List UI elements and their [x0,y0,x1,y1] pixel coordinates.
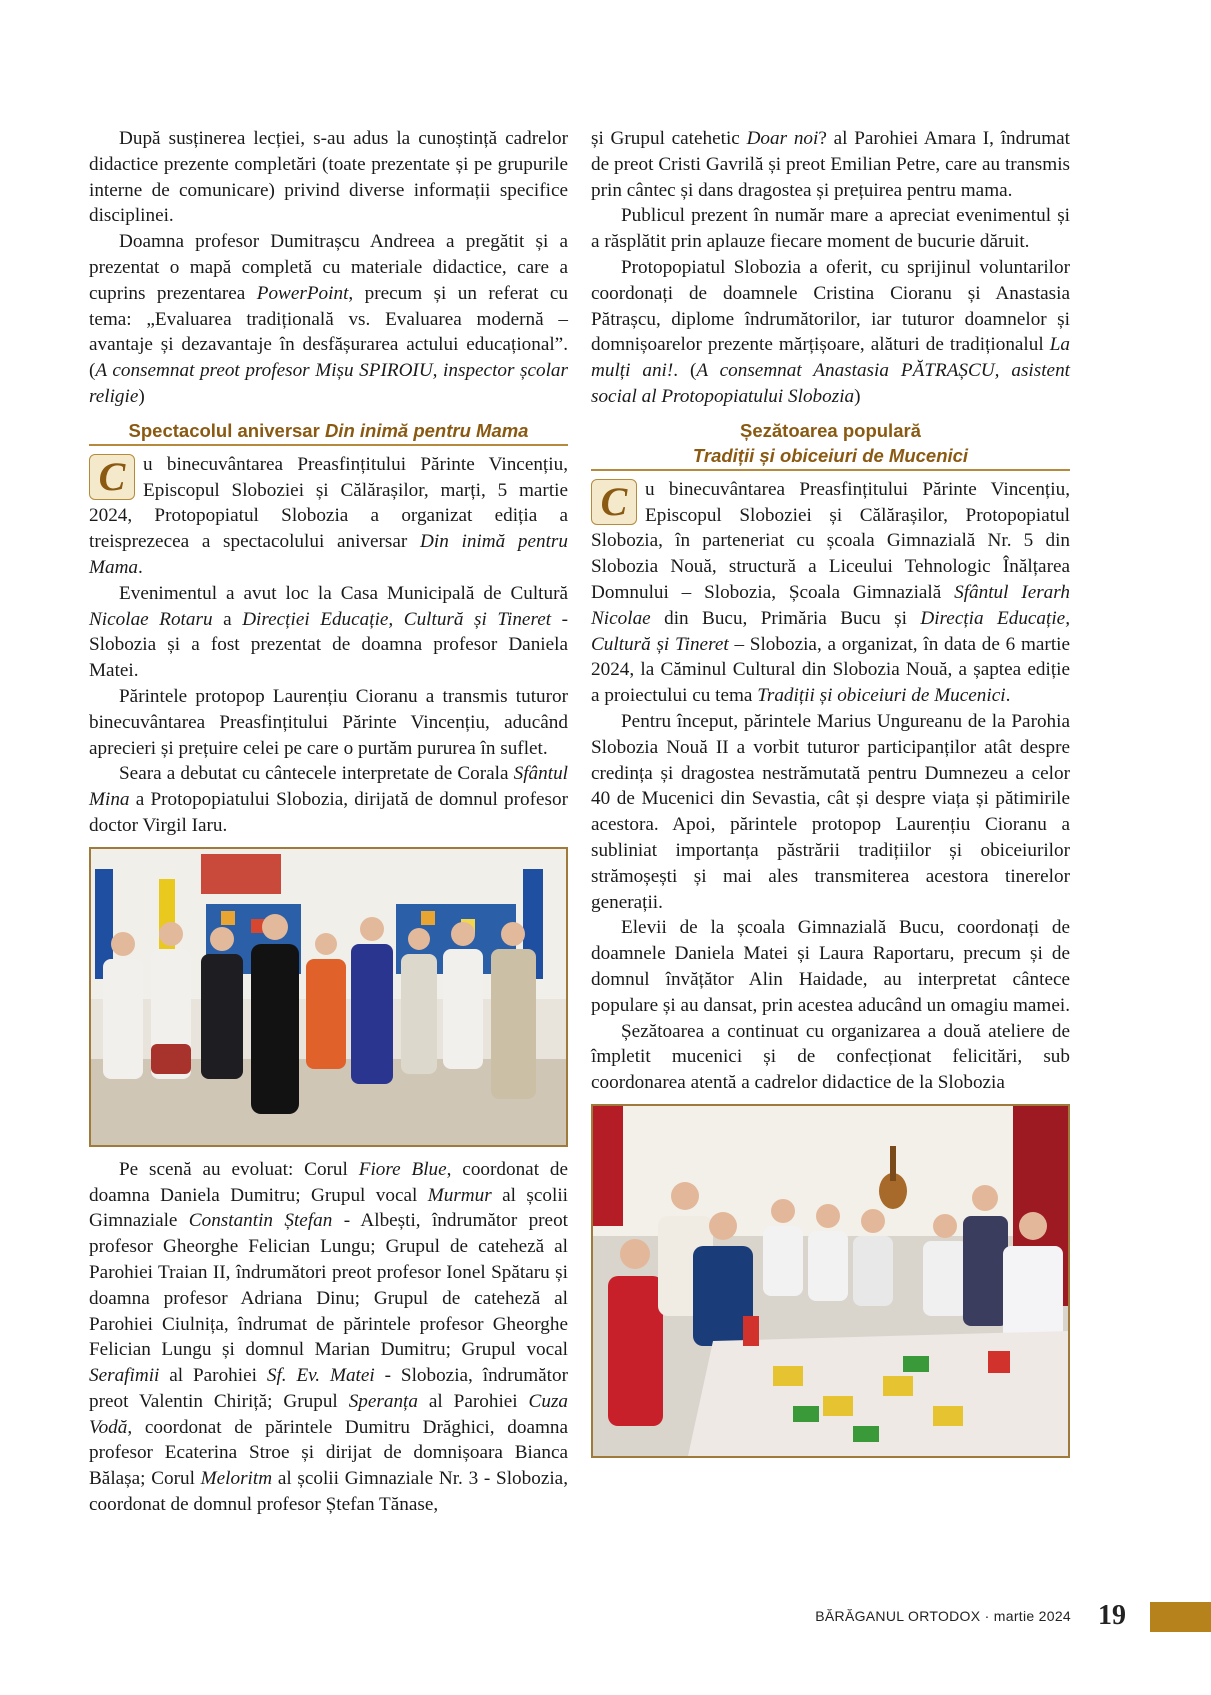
dropcap: C [89,454,135,500]
right-column [591,126,1070,1468]
paragraph: Părintele protopop Laurențiu Cioranu a transmis tuturor binecuvântarea Preasfințitului Părinte Vincențiu, aducând aprecieri și prețuire celei pe care o purtăm pururea în suflet. [89,685,568,759]
paragraph: C u binecuvântarea Preasfințitului Părinte Vincențiu, Episcopul Sloboziei și Călărașilor, marți, 5 martie 2024, Protopopiatul Slobozia a organizat ediția a treisprezecea a spectacolului aniversar Din inimă pentru Mama. [89,453,568,578]
paragraph: Seara a debutat cu cântecele interpretate de Corala Sfântul Mina a Protopopiatului Slobozia, dirijată de domnul profesor doctor Virgil Iaru. [89,763,568,836]
section-title-spectacol: Spectacolul aniversar Din inimă pentru Mama [89,418,568,446]
footer-separator: · [984,1608,990,1624]
paragraph: Pe scenă au evoluat: Corul Fiore Blue, coordonat de doamna Daniela Dumitru; Grupul vocal Murmur al școlii Gimnaziale Constantin Ștefan - Albești, îndrumător preot profesor Gheorghe Felician Lungu; Grupul de cateheză al Parohiei Traian II, îndrumători preot profesor Ionel Spătaru și doamna profesor Adriana Dinu; Grupul de cateheză al Parohiei Ciulnița, îndrumat de părintele profesor Gheorghe Felician Lungu și domnul Marian Dumitru; Grupul vocal Serafimii al Parohiei Sf. Ev. Matei - Slobozia, îndrumător preot Valentin Chiriță; Grupul Speranța al Parohiei Cuza Vodă, coordonat de părintele Dumitru Drăghici, doamna profesor Ecaterina Stroe și dirijat de domnișoara Bianca Bălașa; Corul Meloritm al școlii Gimnaziale Nr. 3 - Slobozia, coordonat de domnul profesor Ștefan Tănase, [89,1158,568,1516]
paragraph: Pentru început, părintele Marius Ungureanu de la Parohia Slobozia Nouă II a vorbit tuturor participanților atât despre credința și dragostea nestrămutată pentru Dumnezeu a celor 40 de Mucenici din Sevastia, cât și despre viața și pătimirile acestora. Apoi, părintele protopop Laurențiu Cioranu a subliniat importanța păstrării tradițiilor și obiceiurilor strămoșești și mai ales transmiterea acestora tinerelor generații. [591,710,1070,913]
page-footer [0,1600,1211,1630]
footer-publication [815,1608,1071,1624]
section-title-sezatoare [591,418,1070,471]
paragraph: Protopopiatul Slobozia a oferit, cu sprijinul voluntarilor coordonați de doamnele Cristina Cioranu și Anastasia Pătrașcu, diplome îndrumătorilor, iar tuturor doamnelor și domnișoarelor prezente mărțișoare, alături de tradiționalul La mulți ani!. (A consemnat Anastasia PĂTRAȘCU, asistent social al Protopopiatului Slobozia) [591,256,1070,407]
paragraph: Elevii de la școala Gimnazială Bucu, coordonați de doamnele Daniela Matei și Laura Raportaru, precum și de domnul învățător Alin Haidade, au interpretat cântece populare și au dansat, prin acestea aducând un omagiu mamei. [591,917,1070,1016]
issue-date: martie 2024 [993,1608,1071,1624]
paragraph: Doamna profesor Dumitrașcu Andreea a pregătit și a prezentat o mapă completă cu materiale didactice, care a cuprins prezentarea PowerPoint, precum și un referat cu tema: „Evaluarea tradițională vs. Evaluarea modernă – avantaje și dezavantaje în desfășurarea actului educațional”. (A consemnat preot profesor Mișu SPIROIU, inspector școlar religie) [89,231,568,407]
paragraph: Publicul prezent în număr mare a apreciat evenimentul și a răsplătit prin aplauze fiecare moment de bucurie dăruit. [591,205,1070,253]
section-title-line1: Șezătoarea populară [740,419,921,441]
page-number: 19 [1098,1600,1126,1631]
section-title-line2: Tradiții și obiceiuri de Mucenici [692,444,969,466]
left-column [89,126,568,1518]
dropcap: C [591,479,637,525]
photo-children-workshop [591,1104,1070,1458]
paragraph: C u binecuvântarea Preasfințitului Părinte Vincențiu, Episcopul Sloboziei și Călărașilor, Protopopiatul Slobozia, în parteneriat cu școala Gimnazială Nr. 5 din Slobozia Nouă, structură a Liceului Tehnologic Înălțarea Domnului – Slobozia, Școala Gimnazială Sfântul Ierarh Nicolae din Bucu, Primăria Bucu și Direcția Educație, Cultură și Tineret – Slobozia, a organizat, în data de 6 martie 2024, la Căminul Cultural din Slobozia Nouă, a șaptea ediție a proiectului cu tema Tradiții și obiceiuri de Mucenici. [591,478,1070,707]
page-color-bar [1150,1602,1211,1632]
magazine-name: BĂRĂGANUL ORTODOX [815,1608,981,1624]
photo-group-mothers-day [89,847,568,1147]
paragraph: După susținerea lecției, s-au adus la cunoștință cadrelor didactice prezente completări (toate prezentate și pe grupurile interne de comunicare) privind diverse informații specifice disciplinei. [89,128,568,227]
paragraph: Șezătoarea a continuat cu organizarea a două ateliere de împletit mucenici și de confecționat felicitări, sub coordonarea atentă a cadrelor didactice de la Slobozia [591,1020,1070,1094]
paragraph: Evenimentul a avut loc la Casa Municipală de Cultură Nicolae Rotaru a Direcției Educație, Cultură și Tineret - Slobozia și a fost prezentat de doamna profesor Daniela Matei. [89,582,569,682]
paragraph: și Grupul catehetic Doar noi? al Parohiei Amara I, îndrumat de preot Cristi Gavrilă și preot Emilian Petre, care au transmis prin cântec și dans dragostea și prețuirea pentru mama. [591,128,1071,201]
